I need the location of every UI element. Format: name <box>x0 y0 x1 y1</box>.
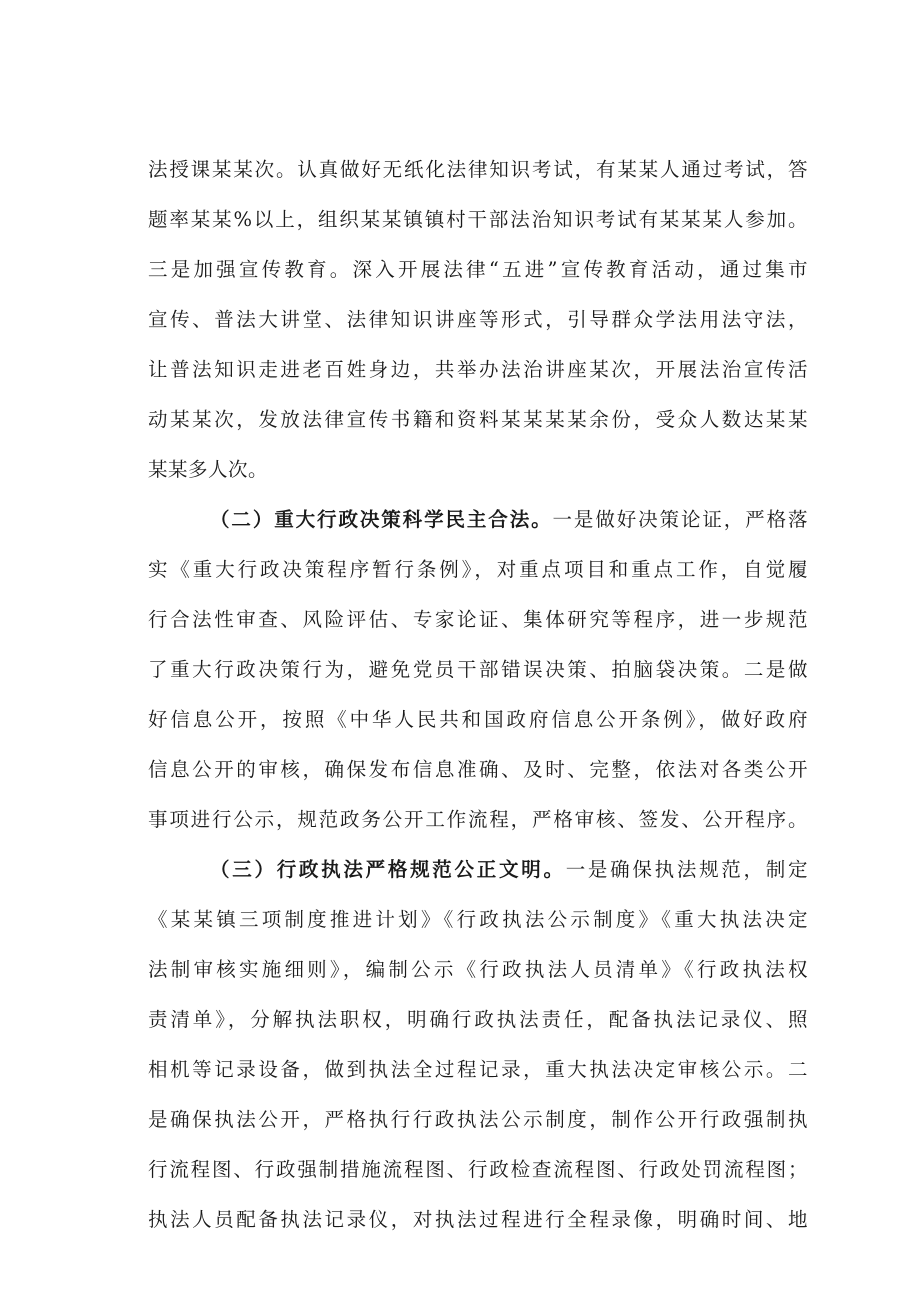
text-line: 行流程图、行政强制措施流程图、行政检查流程图、行政处罚流程图； <box>148 1158 808 1181</box>
text-line: 某某多人次。 <box>148 458 269 481</box>
section-heading: （三）行政执法严格规范公正文明。 <box>210 858 566 881</box>
document-page <box>148 145 808 1245</box>
text-line: 法制审核实施细则》，编制公示《行政执法人员清单》《行政执法权 <box>148 958 808 981</box>
text-line: 是确保执法公开，严格执行行政执法公示制度，制作公开行政强制执 <box>148 1108 808 1131</box>
text-line: 行合法性审查、风险评估、专家论证、集体研究等程序，进一步规范 <box>148 608 808 631</box>
text-line: 信息公开的审核，确保发布信息准确、及时、完整，依法对各类公开 <box>148 758 808 781</box>
text-line: 责清单》，分解执法职权，明确行政执法责任，配备执法记录仪、照 <box>148 1008 808 1031</box>
text-line: 好信息公开，按照《中华人民共和国政府信息公开条例》，做好政府 <box>148 708 808 731</box>
text-line: 题率某某%以上，组织某某镇镇村干部法治知识考试有某某某人参加。 <box>148 208 808 231</box>
text-line: 宣传、普法大讲堂、法律知识讲座等形式，引导群众学法用法守法， <box>148 308 808 331</box>
paragraph-first-line <box>148 495 808 545</box>
text-line: 执法人员配备执法记录仪，对执法过程进行全程录像，明确时间、地 <box>148 1208 808 1231</box>
text-line: 让普法知识走进老百姓身边，共举办法治讲座某次，开展法治宣传活 <box>148 358 808 381</box>
paragraph-3 <box>148 845 808 1245</box>
text-line: 了重大行政决策行为，避免党员干部错误决策、拍脑袋决策。二是做 <box>148 658 808 681</box>
section-heading: （二）重大行政决策科学民主合法。 <box>210 508 553 531</box>
text-line: 实《重大行政决策程序暂行条例》，对重点项目和重点工作，自觉履 <box>148 558 808 581</box>
text-line: 法授课某某次。认真做好无纸化法律知识考试，有某某人通过考试，答 <box>148 158 808 181</box>
text-line: 《某某镇三项制度推进计划》《行政执法公示制度》《重大执法决定 <box>148 908 808 931</box>
text-line: 动某某次，发放法律宣传书籍和资料某某某某余份，受众人数达某某 <box>148 408 808 431</box>
paragraph-first-line <box>148 845 808 895</box>
heading-line-rest: 一是做好决策论证，严格落 <box>552 508 808 531</box>
text-line: 相机等记录设备，做到执法全过程记录，重大执法决定审核公示。二 <box>148 1058 808 1081</box>
text-line: 事项进行公示，规范政务公开工作流程，严格审核、签发、公开程序。 <box>148 808 808 831</box>
text-line: 三是加强宣传教育。深入开展法律“五进”宣传教育活动，通过集市 <box>148 258 808 281</box>
paragraph-1 <box>148 145 808 495</box>
heading-line-rest: 一是确保执法规范，制定 <box>565 858 808 881</box>
paragraph-2 <box>148 495 808 845</box>
